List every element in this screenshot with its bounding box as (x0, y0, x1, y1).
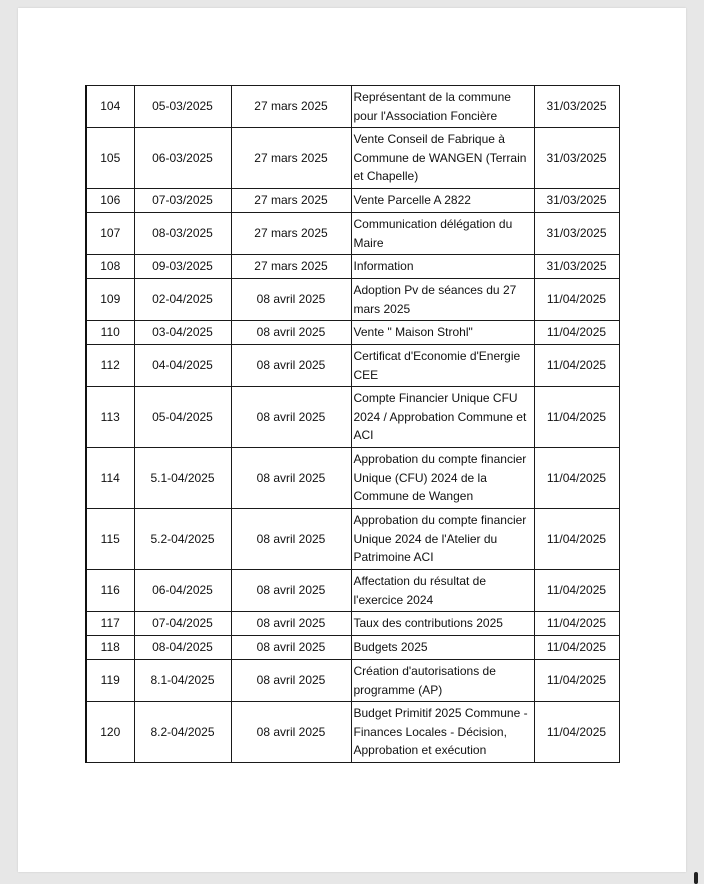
deliberation-subject: Information (351, 255, 534, 279)
table-row (86, 660, 619, 702)
deliberation-ref: 03-04/2025 (134, 321, 231, 345)
deliberation-subject: Approbation du compte financier Unique 2024 de l'Atelier du Patrimoine ACI (351, 509, 534, 570)
deliberation-ref: 06-04/2025 (134, 570, 231, 612)
transmission-date: 31/03/2025 (534, 213, 619, 255)
table-row (86, 345, 619, 387)
transmission-date: 31/03/2025 (534, 189, 619, 213)
session-date: 27 mars 2025 (231, 86, 351, 128)
table-row (86, 448, 619, 509)
session-date: 08 avril 2025 (231, 612, 351, 636)
deliberation-subject: Vente Parcelle A 2822 (351, 189, 534, 213)
table-row (86, 279, 619, 321)
transmission-date: 11/04/2025 (534, 345, 619, 387)
deliberation-ref: 09-03/2025 (134, 255, 231, 279)
transmission-date: 11/04/2025 (534, 660, 619, 702)
deliberation-subject: Budgets 2025 (351, 636, 534, 660)
session-date: 08 avril 2025 (231, 570, 351, 612)
row-number: 120 (86, 702, 134, 763)
table-row (86, 213, 619, 255)
deliberation-subject: Représentant de la commune pour l'Association Foncière (351, 86, 534, 128)
deliberation-subject: Budget Primitif 2025 Commune - Finances Locales - Décision, Approbation et exécution (351, 702, 534, 763)
transmission-date: 11/04/2025 (534, 321, 619, 345)
table-row (86, 570, 619, 612)
deliberation-ref: 07-03/2025 (134, 189, 231, 213)
row-number: 106 (86, 189, 134, 213)
session-date: 27 mars 2025 (231, 189, 351, 213)
transmission-date: 11/04/2025 (534, 636, 619, 660)
deliberation-subject: Communication délégation du Maire (351, 213, 534, 255)
deliberation-ref: 02-04/2025 (134, 279, 231, 321)
row-number: 119 (86, 660, 134, 702)
table-row (86, 636, 619, 660)
table-row (86, 321, 619, 345)
deliberations-table (85, 85, 620, 763)
session-date: 08 avril 2025 (231, 660, 351, 702)
row-number: 116 (86, 570, 134, 612)
table-row (86, 509, 619, 570)
transmission-date: 11/04/2025 (534, 570, 619, 612)
row-number: 112 (86, 345, 134, 387)
row-number: 117 (86, 612, 134, 636)
session-date: 08 avril 2025 (231, 448, 351, 509)
deliberation-ref: 04-04/2025 (134, 345, 231, 387)
transmission-date: 11/04/2025 (534, 279, 619, 321)
deliberation-subject: Taux des contributions 2025 (351, 612, 534, 636)
session-date: 08 avril 2025 (231, 509, 351, 570)
table-row (86, 612, 619, 636)
deliberation-subject: Approbation du compte financier Unique (CFU) 2024 de la Commune de Wangen (351, 448, 534, 509)
table-row (86, 702, 619, 763)
deliberation-subject: Vente Conseil de Fabrique à Commune de WANGEN (Terrain et Chapelle) (351, 128, 534, 189)
transmission-date: 11/04/2025 (534, 387, 619, 448)
deliberation-ref: 5.2-04/2025 (134, 509, 231, 570)
row-number: 104 (86, 86, 134, 128)
deliberation-subject: Adoption Pv de séances du 27 mars 2025 (351, 279, 534, 321)
row-number: 110 (86, 321, 134, 345)
session-date: 08 avril 2025 (231, 387, 351, 448)
deliberation-ref: 8.1-04/2025 (134, 660, 231, 702)
transmission-date: 31/03/2025 (534, 128, 619, 189)
transmission-date: 11/04/2025 (534, 702, 619, 763)
deliberation-ref: 8.2-04/2025 (134, 702, 231, 763)
scrollbar-indicator (694, 872, 698, 884)
deliberation-ref: 08-03/2025 (134, 213, 231, 255)
deliberation-subject: Vente " Maison Strohl" (351, 321, 534, 345)
deliberation-ref: 05-04/2025 (134, 387, 231, 448)
table-row (86, 255, 619, 279)
row-number: 108 (86, 255, 134, 279)
table-row (86, 189, 619, 213)
row-number: 115 (86, 509, 134, 570)
transmission-date: 31/03/2025 (534, 255, 619, 279)
transmission-date: 11/04/2025 (534, 509, 619, 570)
deliberation-ref: 05-03/2025 (134, 86, 231, 128)
session-date: 08 avril 2025 (231, 345, 351, 387)
deliberation-ref: 5.1-04/2025 (134, 448, 231, 509)
session-date: 08 avril 2025 (231, 321, 351, 345)
transmission-date: 31/03/2025 (534, 86, 619, 128)
session-date: 08 avril 2025 (231, 702, 351, 763)
deliberation-subject: Certificat d'Economie d'Energie CEE (351, 345, 534, 387)
row-number: 107 (86, 213, 134, 255)
session-date: 08 avril 2025 (231, 279, 351, 321)
session-date: 27 mars 2025 (231, 128, 351, 189)
deliberation-ref: 07-04/2025 (134, 612, 231, 636)
row-number: 118 (86, 636, 134, 660)
deliberation-ref: 08-04/2025 (134, 636, 231, 660)
table-row (86, 387, 619, 448)
transmission-date: 11/04/2025 (534, 612, 619, 636)
row-number: 113 (86, 387, 134, 448)
session-date: 08 avril 2025 (231, 636, 351, 660)
transmission-date: 11/04/2025 (534, 448, 619, 509)
deliberation-subject: Création d'autorisations de programme (AP) (351, 660, 534, 702)
table-row (86, 86, 619, 128)
deliberation-subject: Compte Financier Unique CFU 2024 / Approbation Commune et ACI (351, 387, 534, 448)
session-date: 27 mars 2025 (231, 213, 351, 255)
deliberation-subject: Affectation du résultat de l'exercice 2024 (351, 570, 534, 612)
session-date: 27 mars 2025 (231, 255, 351, 279)
table-row (86, 128, 619, 189)
row-number: 114 (86, 448, 134, 509)
row-number: 105 (86, 128, 134, 189)
deliberation-ref: 06-03/2025 (134, 128, 231, 189)
row-number: 109 (86, 279, 134, 321)
